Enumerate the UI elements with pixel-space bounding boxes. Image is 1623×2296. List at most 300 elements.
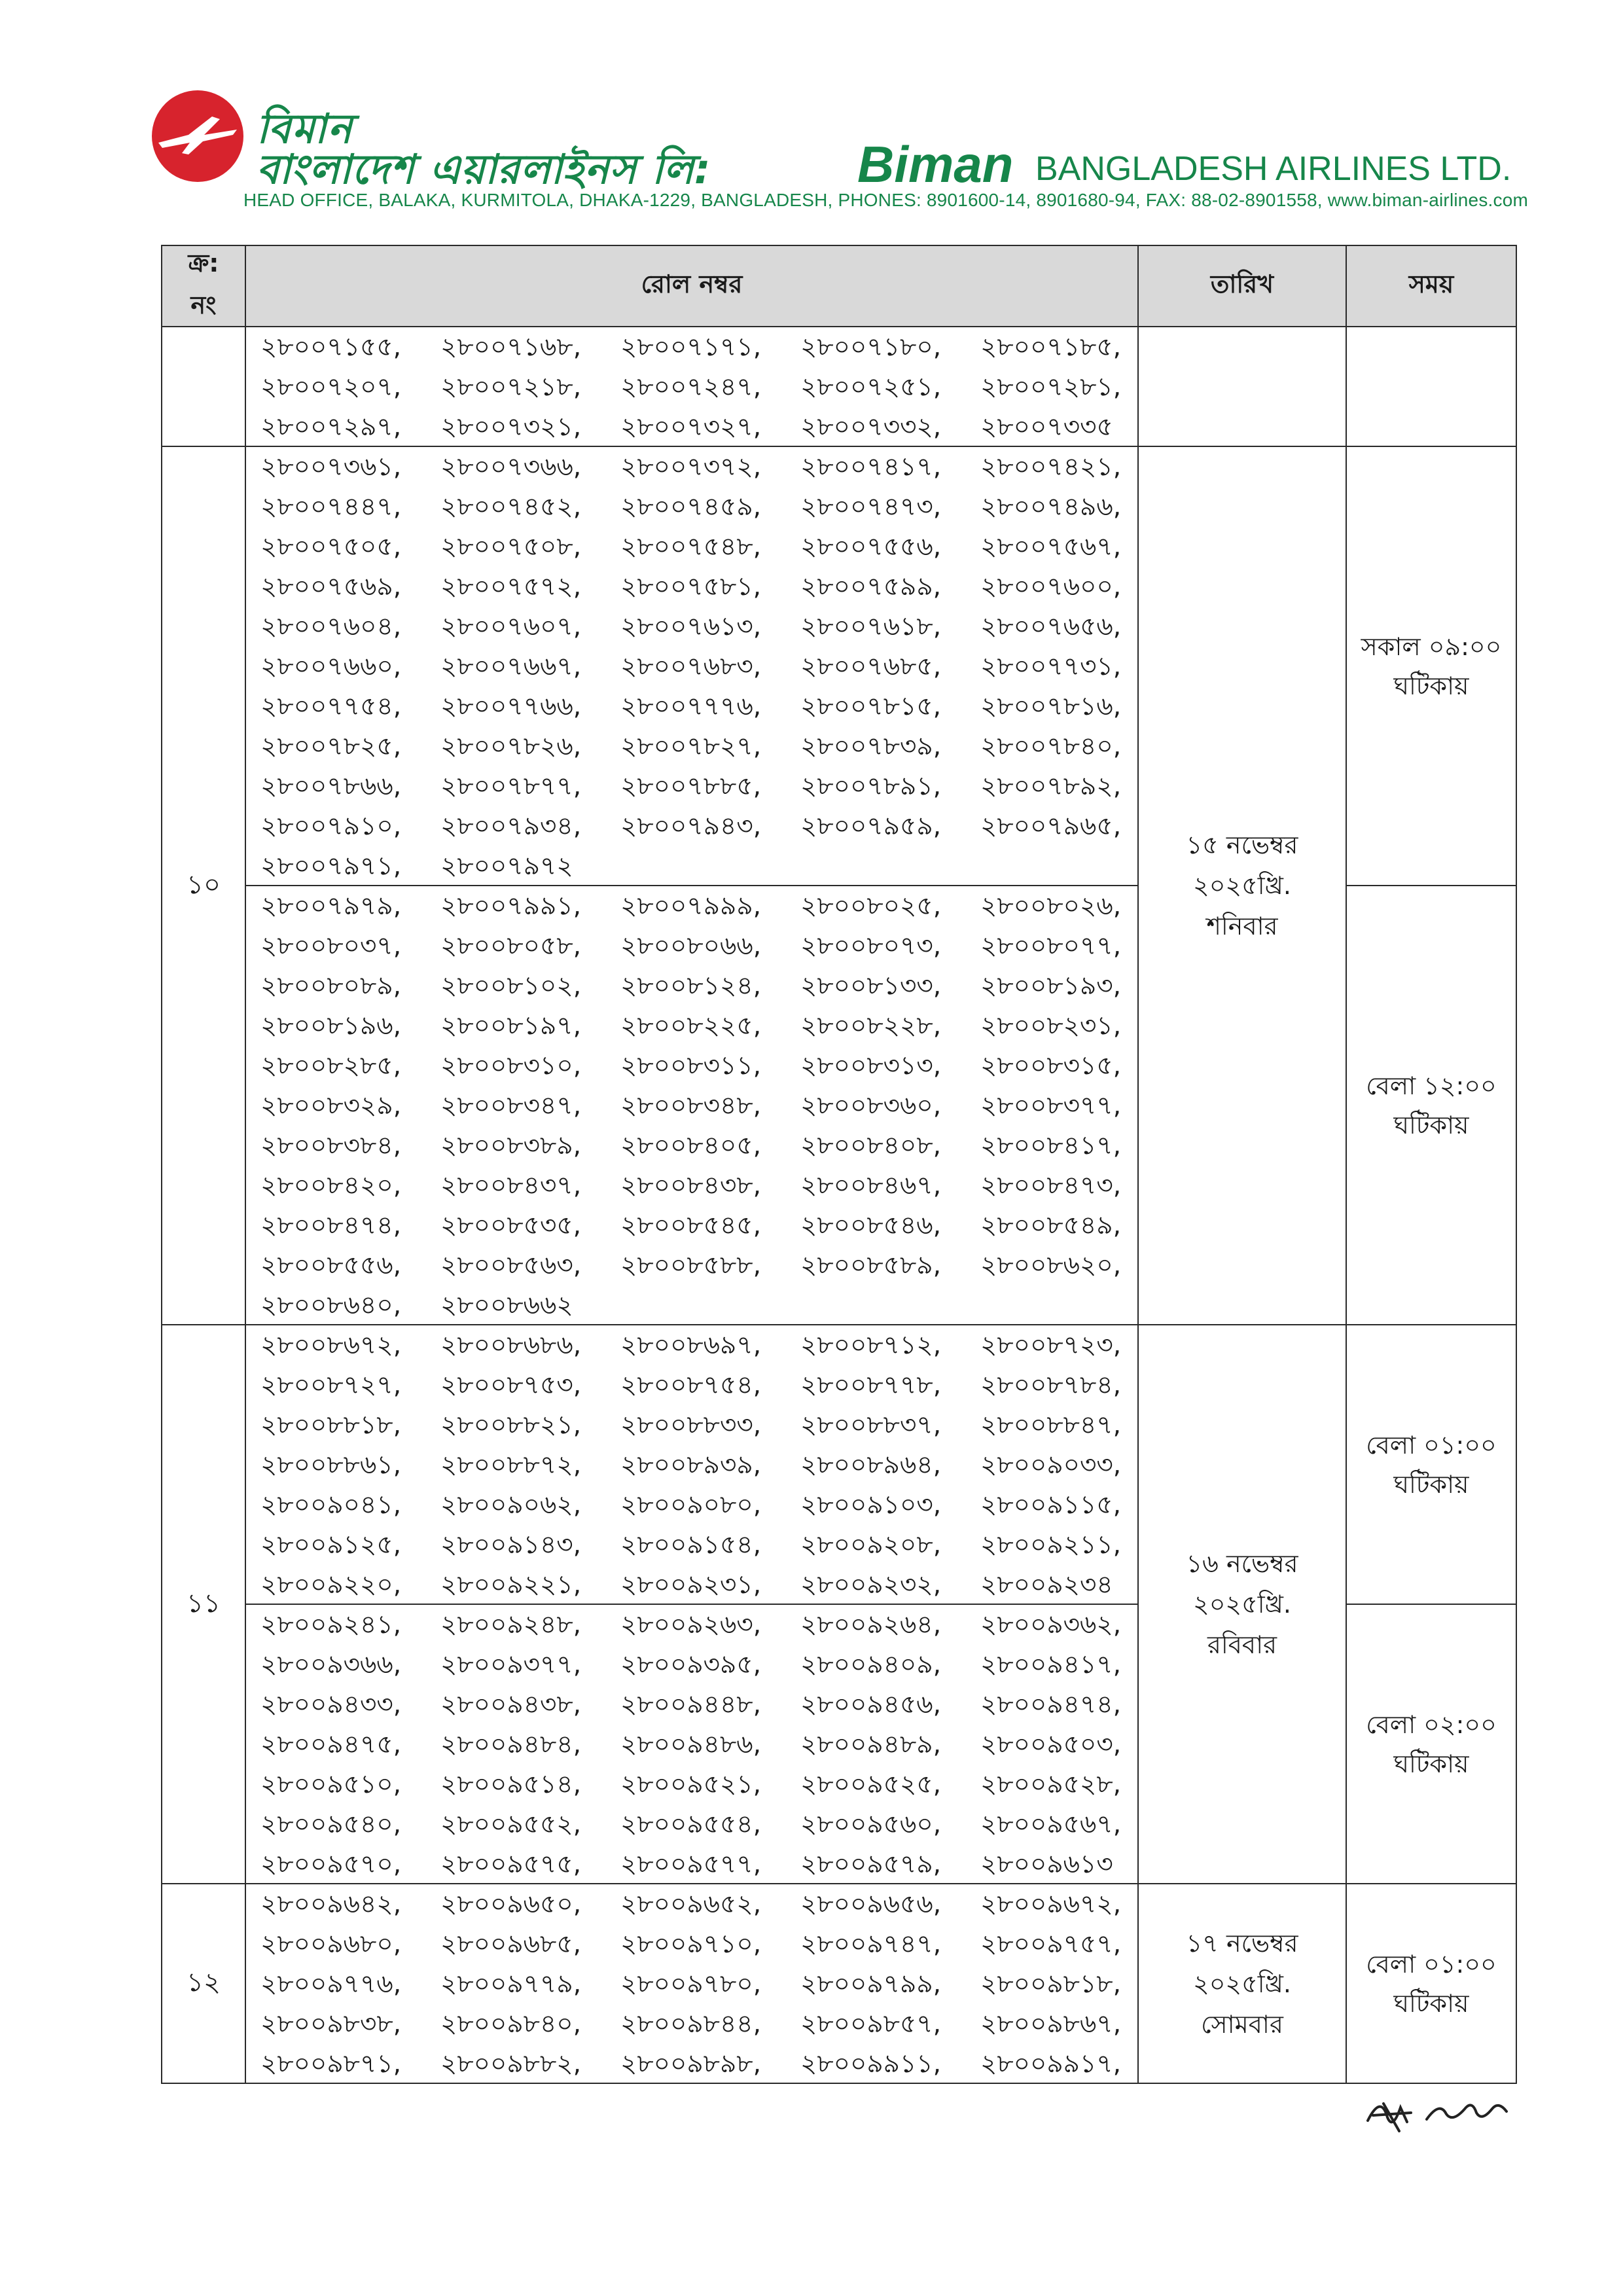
exam-time: [1346, 1604, 1517, 1884]
roll-number: ২৮০০৮৩৪৮,: [620, 1091, 762, 1121]
roll-number: ২৮০০৭৭৩১,: [980, 652, 1122, 681]
roll-number: ২৮০০৭১৮৫,: [980, 332, 1122, 362]
roll-number: ২৮০০৯৫২১,: [620, 1770, 762, 1799]
roll-number: ২৮০০৮৮৭২,: [440, 1450, 582, 1480]
roll-number: ২৮০০৯১৫৪,: [620, 1530, 762, 1560]
roll-number: ২৮০০৭১৮০,: [800, 332, 942, 362]
signature-icon: [1361, 2081, 1518, 2140]
roll-number: ২৮০০৮৮১৮,: [260, 1410, 402, 1440]
roll-number: ২৮০০৮১৯৭,: [440, 1011, 582, 1041]
roll-number: ২৮০০৯৫২৮,: [980, 1770, 1122, 1799]
roll-number: ২৮০০৭৬০৪,: [260, 612, 402, 641]
roll-number-row: [246, 1485, 1137, 1525]
roll-number-row: [246, 687, 1137, 726]
roll-number: ২৮০০৯৮৩৮,: [260, 2009, 402, 2039]
brand-name-bangla-line2: বাংলাদেশ এয়ারলাইনস লি:: [257, 145, 711, 193]
roll-number: ২৮০০৮৩৮৪,: [260, 1131, 402, 1160]
roll-number: ২৮০০৮৫৪৯,: [980, 1211, 1122, 1240]
roll-number: ২৮০০৯২২১,: [440, 1570, 582, 1600]
roll-number: ২৮০০৭৫৫৬,: [800, 532, 942, 562]
roll-number-row: [246, 1525, 1137, 1565]
roll-number: ২৮০০৭৪৪৭,: [260, 492, 402, 522]
roll-number: ২৮০০৮০৫৮,: [440, 931, 582, 961]
roll-number: ২৮০০৯৮৪৪,: [620, 2009, 762, 2039]
roll-number: ২৮০০৭৯৭১,: [260, 852, 402, 881]
roll-number: ২৮০০৮৪৭৩,: [980, 1171, 1122, 1200]
roll-number: ২৮০০৮৪০৫,: [620, 1131, 762, 1160]
roll-number: ২৮০০৭৯৯১,: [440, 891, 582, 921]
roll-number: ২৮০০৯৫৬৭,: [980, 1810, 1122, 1839]
roll-number: ২৮০০৮৫৮৯,: [800, 1251, 942, 1280]
roll-number: ২৮০০৮৫৪৫,: [620, 1211, 762, 1240]
roll-number: ২৮০০৭২৫১,: [800, 372, 942, 402]
roll-number-row: [246, 2004, 1137, 2044]
roll-number: ২৮০০৭৯৫৯,: [800, 812, 942, 841]
roll-number-row: [246, 1884, 1137, 1924]
exam-time: [1346, 1324, 1517, 1605]
header-date-label: তারিখ: [1210, 270, 1274, 298]
roll-number: ২৮০০৯১৪৩,: [440, 1530, 582, 1560]
roll-number-row: [246, 1126, 1137, 1166]
roll-number: ২৮০০৭৯৯৯,: [620, 891, 762, 921]
roll-number: ২৮০০৯৬৮৫,: [440, 1929, 582, 1959]
roll-number: ২৮০০৮৩৪৭,: [440, 1091, 582, 1121]
roll-number: ২৮০০৮০৭৭,: [980, 931, 1122, 961]
exam-time-text: বেলা ০১:০০ ঘটিকায়: [1366, 1949, 1497, 2018]
roll-number: ২৮০০৭৮৮৫,: [620, 772, 762, 801]
roll-number-row: [246, 407, 1137, 447]
roll-number-block: [245, 1324, 1139, 1605]
roll-number-row: [246, 1285, 1137, 1325]
header-date: [1137, 245, 1347, 327]
roll-number: ২৮০০৭৮২৬,: [440, 732, 582, 761]
roll-number: ২৮০০৯২৪৮,: [440, 1610, 582, 1640]
roll-number: ২৮০০৮০২৫,: [800, 891, 942, 921]
roll-number: ২৮০০৭৩২৭,: [620, 412, 762, 442]
roll-number: ২৮০০৭৬০০,: [980, 572, 1122, 601]
roll-number: ২৮০০৯৫৭৭,: [620, 1850, 762, 1879]
roll-number: ২৮০০৮৪০৮,: [800, 1131, 942, 1160]
roll-number: ২৮০০৭১৭১,: [620, 332, 762, 362]
roll-number-row: [246, 966, 1137, 1006]
roll-number: ২৮০০৭৯৪৩,: [620, 812, 762, 841]
roll-number: ২৮০০৮৪১৭,: [980, 1131, 1122, 1160]
roll-number: ২৮০০৮৩১১,: [620, 1051, 762, 1081]
roll-number: ২৮০০৯২৪১,: [260, 1610, 402, 1640]
roll-number: ২৮০০৭৫৬৯,: [260, 572, 402, 601]
roll-number-row: [246, 1804, 1137, 1844]
roll-number: ২৮০০৯৫০৩,: [980, 1730, 1122, 1759]
roll-number: ২৮০০৮৫৮৮,: [620, 1251, 762, 1280]
roll-number: ২৮০০৮৭১২,: [800, 1331, 942, 1360]
roll-number: ২৮০০৯৫১৪,: [440, 1770, 582, 1799]
roll-number: ২৮০০৭৪৭৩,: [800, 492, 942, 522]
roll-number: ২৮০০৯৪৫৬,: [800, 1690, 942, 1719]
roll-number-row: [246, 766, 1137, 806]
roll-number: ২৮০০৮৬৬২: [440, 1291, 573, 1320]
roll-number: ২৮০০৭৪৫৯,: [620, 492, 762, 522]
roll-number: ২৮০০৭৯১০,: [260, 812, 402, 841]
roll-number: ২৮০০৮৭৫৪,: [620, 1371, 762, 1400]
header-time: [1346, 245, 1517, 327]
roll-number-row: [246, 1924, 1137, 1964]
roll-number: ২৮০০৯৫২৫,: [800, 1770, 942, 1799]
exam-date: [1137, 446, 1347, 1325]
roll-number-row: [246, 1046, 1137, 1086]
roll-number: ২৮০০৭৫০৫,: [260, 532, 402, 562]
roll-number: ২৮০০৯৭৯৯,: [800, 1969, 942, 1999]
roll-number: ২৮০০৮৭৮৪,: [980, 1371, 1122, 1400]
roll-number-row: [246, 806, 1137, 846]
roll-number-block: [245, 885, 1139, 1325]
roll-number: ২৮০০৭৯৭৯,: [260, 891, 402, 921]
exam-time-text: সকাল ০৯:০০ ঘটিকায়: [1361, 632, 1502, 700]
roll-number: ২৮০০৭২৪৭,: [620, 372, 762, 402]
roll-number: ২৮০০৮৭৭৮,: [800, 1371, 942, 1400]
roll-number: ২৮০০৭৮২৫,: [260, 732, 402, 761]
roll-number: ২৮০০৯৩৯৫,: [620, 1650, 762, 1679]
roll-number: ২৮০০৯৫১০,: [260, 1770, 402, 1799]
roll-number: ২৮০০৯৩৬২,: [980, 1610, 1122, 1640]
header-serial: [161, 245, 246, 327]
roll-number: ২৮০০৮৩১০,: [440, 1051, 582, 1081]
roll-number: ২৮০০৮৫৩৫,: [440, 1211, 582, 1240]
roll-number: ২৮০০৮৯৬৪,: [800, 1450, 942, 1480]
roll-number: ২৮০০৯০৪১,: [260, 1490, 402, 1520]
roll-number-row: [246, 1645, 1137, 1685]
roll-number: ২৮০০৭৭৭৬,: [620, 692, 762, 721]
roll-number: ২৮০০৯২৩২,: [800, 1570, 942, 1600]
roll-number: ২৮০০৭৬০৭,: [440, 612, 582, 641]
roll-number: ২৮০০৯৭৪৭,: [800, 1929, 942, 1959]
roll-number: ২৮০০৯২৬৪,: [800, 1610, 942, 1640]
roll-number-row: [246, 367, 1137, 407]
serial-number: [161, 326, 246, 447]
roll-number: ২৮০০৯৪৩৮,: [440, 1690, 582, 1719]
roll-number: ২৮০০৭৮৪০,: [980, 732, 1122, 761]
exam-time-text: বেলা ০১:০০ ঘটিকায়: [1366, 1430, 1497, 1499]
roll-number-row: [246, 1405, 1137, 1445]
roll-number: ২৮০০৮২২৮,: [800, 1011, 942, 1041]
roll-number: ২৮০০৯৯১৭,: [980, 2049, 1122, 2079]
roll-number: ২৮০০৮৯৩৯,: [620, 1450, 762, 1480]
roll-number: ২৮০০৭৩৭২,: [620, 452, 762, 482]
roll-number: ২৮০০৮৬২০,: [980, 1251, 1122, 1280]
header-roll-label: রোল নম্বর: [641, 270, 743, 298]
serial-number-text: ১১: [187, 1588, 221, 1619]
roll-number: ২৮০০৭৪১৭,: [800, 452, 942, 482]
exam-date: [1137, 326, 1347, 447]
exam-date: [1137, 1883, 1347, 2084]
roll-number: ২৮০০৯৪৭৪,: [980, 1690, 1122, 1719]
roll-number: ২৮০০৭৫৬৭,: [980, 532, 1122, 562]
exam-date-text: ১৭ নভেম্বর ২০২৫খ্রি. সোমবার: [1186, 1928, 1298, 2039]
roll-number: ২৮০০৯৬৫২,: [620, 1890, 762, 1919]
roll-number-row: [246, 1565, 1137, 1605]
roll-number: ২৮০০৮০৬৬,: [620, 931, 762, 961]
header-roll: [245, 245, 1139, 327]
roll-number: ২৮০০৮৮৬১,: [260, 1450, 402, 1480]
roll-number-row: [246, 1844, 1137, 1884]
brand-name-english: Biman: [857, 135, 1014, 193]
roll-number: ২৮০০৯৮৯৮,: [620, 2049, 762, 2079]
roll-number: ২৮০০৭৫৭২,: [440, 572, 582, 601]
roll-number: ২৮০০৯৮১৮,: [980, 1969, 1122, 1999]
roll-number: ২৮০০৭১৫৫,: [260, 332, 402, 362]
roll-number: ২৮০০৭৮১৬,: [980, 692, 1122, 721]
roll-number: ২৮০০৯৫৫৪,: [620, 1810, 762, 1839]
roll-number: ২৮০০৯৬৪২,: [260, 1890, 402, 1919]
roll-number: ২৮০০৭৪৯৬,: [980, 492, 1122, 522]
roll-number: ২৮০০৭৮৯১,: [800, 772, 942, 801]
roll-number: ২৮০০৭৮৭৭,: [440, 772, 582, 801]
roll-number-row: [246, 1325, 1137, 1365]
roll-number: ২৮০০৯৬৮০,: [260, 1929, 402, 1959]
biman-logo-icon: [149, 89, 246, 183]
exam-time-text: বেলা ১২:০০ ঘটিকায়: [1366, 1071, 1497, 1139]
roll-number-row: [246, 1725, 1137, 1765]
roll-number: ২৮০০৯৮৭১,: [260, 2049, 402, 2079]
head-office-address: HEAD OFFICE, BALAKA, KURMITOLA, DHAKA-1229, BANGLADESH, PHONES: 8901600-14, 8901680-94, FAX: 88-02-8901558, www.biman-airlines.com: [243, 190, 1529, 210]
roll-number: ২৮০০৮১৩৩,: [800, 971, 942, 1001]
roll-number: ২৮০০৭২৮১,: [980, 372, 1122, 402]
roll-number: ২৮০০৮০৮৯,: [260, 971, 402, 1001]
roll-number: ২৮০০৮১৯৩,: [980, 971, 1122, 1001]
roll-number: ২৮০০৮৫৫৬,: [260, 1251, 402, 1280]
exam-time: [1346, 885, 1517, 1325]
roll-number: ২৮০০৭৩২১,: [440, 412, 582, 442]
brand-name-english-sub: BANGLADESH AIRLINES LTD.: [1035, 150, 1512, 188]
roll-number-row: [246, 647, 1137, 687]
serial-number: [161, 1324, 246, 1884]
roll-number: ২৮০০৯৪০৯,: [800, 1650, 942, 1679]
serial-number-text: ১০: [187, 869, 221, 900]
serial-number: [161, 1883, 246, 2084]
roll-number: ২৮০০৮৫৬৩,: [440, 1251, 582, 1280]
roll-number: ২৮০০৯৫৭৫,: [440, 1850, 582, 1879]
roll-number: ২৮০০৯৫৬০,: [800, 1810, 942, 1839]
roll-number: ২৮০০৯৭৫৭,: [980, 1929, 1122, 1959]
roll-number: ২৮০০৮৭২৭,: [260, 1371, 402, 1400]
exam-date: [1137, 1324, 1347, 1884]
roll-number: ২৮০০৮৭৫৩,: [440, 1371, 582, 1400]
roll-number: ২৮০০৯৫৪০,: [260, 1810, 402, 1839]
roll-number: ২৮০০৭৫৯৯,: [800, 572, 942, 601]
roll-number: ২৮০০৮৪২০,: [260, 1171, 402, 1200]
roll-number: ২৮০০৯৬৫৬,: [800, 1890, 942, 1919]
roll-number: ২৮০০৯২৬৩,: [620, 1610, 762, 1640]
roll-number-row: [246, 607, 1137, 647]
roll-number: ২৮০০৯৪৩৩,: [260, 1690, 402, 1719]
roll-number: ২৮০০৯২০৮,: [800, 1530, 942, 1560]
roll-number: ২৮০০৮৬৮৬,: [440, 1331, 582, 1360]
roll-number: ২৮০০৯৫৭৯,: [800, 1850, 942, 1879]
roll-number: ২৮০০৭৫৮১,: [620, 572, 762, 601]
roll-number: ২৮০০৭৮৯২,: [980, 772, 1122, 801]
exam-time-text: বেলা ০২:০০ ঘটিকায়: [1366, 1710, 1497, 1778]
roll-number: ২৮০০৯৮৫৭,: [800, 2009, 942, 2039]
roll-number: ২৮০০৮৪৭৪,: [260, 1211, 402, 1240]
roll-number-row: [246, 487, 1137, 527]
roll-number: ২৮০০৭৬৬০,: [260, 652, 402, 681]
roll-number-row: [246, 447, 1137, 487]
roll-number: ২৮০০৮০৭৩,: [800, 931, 942, 961]
roll-number: ২৮০০৮৩২৯,: [260, 1091, 402, 1121]
roll-number: ২৮০০৯১০৩,: [800, 1490, 942, 1520]
roll-number: ২৮০০৮৮২১,: [440, 1410, 582, 1440]
roll-number-block: [245, 1883, 1139, 2084]
exam-date-text: ১৫ নভেম্বর ২০২৫খ্রি. শনিবার: [1186, 831, 1298, 941]
roll-number: ২৮০০৯২৩৪: [980, 1570, 1113, 1600]
roll-number: ২৮০০৮৮৩৭,: [800, 1410, 942, 1440]
roll-number-row: [246, 1166, 1137, 1206]
roll-number-row: [246, 846, 1137, 886]
serial-number: [161, 446, 246, 1325]
roll-number-row: [246, 1605, 1137, 1645]
roll-number: ২৮০০৮২৮৫,: [260, 1051, 402, 1081]
roll-number: ২৮০০৮৭২৩,: [980, 1331, 1122, 1360]
roll-number: ২৮০০৭২০৭,: [260, 372, 402, 402]
roll-number-block: [245, 326, 1139, 447]
roll-number: ২৮০০৭৮১৫,: [800, 692, 942, 721]
roll-number-row: [246, 1765, 1137, 1804]
exam-date-text: ১৬ নভেম্বর ২০২৫খ্রি. রবিবার: [1186, 1549, 1298, 1659]
roll-number: ২৮০০৮০৩৭,: [260, 931, 402, 961]
roll-number: ২৮০০৭১৬৮,: [440, 332, 582, 362]
roll-number: ২৮০০৭৩৩২,: [800, 412, 942, 442]
roll-number: ২৮০০৯৫৭০,: [260, 1850, 402, 1879]
roll-number: ২৮০০৭৬১৮,: [800, 612, 942, 641]
serial-number-text: ১২: [187, 1967, 221, 1998]
brand-name-bangla-line1: বিমান: [257, 105, 353, 152]
roll-number: ২৮০০৭৬৬৭,: [440, 652, 582, 681]
roll-number: ২৮০০৭৪২১,: [980, 452, 1122, 482]
roll-number: ২৮০০৭৫০৮,: [440, 532, 582, 562]
roll-number-row: [246, 2044, 1137, 2084]
roll-number: ২৮০০৯৭১০,: [620, 1929, 762, 1959]
roll-number-row: [246, 1964, 1137, 2004]
roll-number: ২৮০০৯৩৬৬,: [260, 1650, 402, 1679]
roll-number: ২৮০০৭৬১৩,: [620, 612, 762, 641]
roll-number: ২৮০০৯১১৫,: [980, 1490, 1122, 1520]
roll-number: ২৮০০৯১২৫,: [260, 1530, 402, 1560]
roll-number: ২৮০০৮৬৭২,: [260, 1331, 402, 1360]
roll-number: ২৮০০৮১২৪,: [620, 971, 762, 1001]
roll-number: ২৮০০৭৮৬৬,: [260, 772, 402, 801]
roll-number-block: [245, 1604, 1139, 1884]
roll-number: ২৮০০৯৪৮৪,: [440, 1730, 582, 1759]
roll-number: ২৮০০৯৫৫২,: [440, 1810, 582, 1839]
roll-number: ২৮০০৭৮৩৯,: [800, 732, 942, 761]
roll-number: ২৮০০৭৬৮৩,: [620, 652, 762, 681]
roll-number-row: [246, 886, 1137, 926]
roll-number: ২৮০০৭৭৫৪,: [260, 692, 402, 721]
roll-number: ২৮০০৭৩৬৬,: [440, 452, 582, 482]
roll-number: ২৮০০৭৮২৭,: [620, 732, 762, 761]
roll-number: ২৮০০৭৩৩৫: [980, 412, 1113, 442]
roll-number-block: [245, 446, 1139, 886]
roll-number: ২৮০০৮৩৮৯,: [440, 1131, 582, 1160]
roll-number-row: [246, 327, 1137, 367]
roll-number-row: [246, 1685, 1137, 1725]
roll-number: ২৮০০৮৮৪৭,: [980, 1410, 1122, 1440]
roll-number: ২৮০০৮৮৩৩,: [620, 1410, 762, 1440]
letterhead: [0, 0, 1623, 223]
roll-number-row: [246, 726, 1137, 766]
roll-number: ২৮০০৯০৮০,: [620, 1490, 762, 1520]
roll-number: ২৮০০৮৩১৫,: [980, 1051, 1122, 1081]
roll-number: ২৮০০৮১৯৬,: [260, 1011, 402, 1041]
roll-number-row: [246, 1246, 1137, 1285]
roll-number: ২৮০০৮৩১৩,: [800, 1051, 942, 1081]
roll-number: ২৮০০৭৭৬৬,: [440, 692, 582, 721]
roll-number: ২৮০০৭২৯৭,: [260, 412, 402, 442]
roll-number: ২৮০০৯৭৮০,: [620, 1969, 762, 1999]
roll-number: ২৮০০৯৩৭৭,: [440, 1650, 582, 1679]
roll-number-row: [246, 1006, 1137, 1046]
roll-number: ২৮০০৭৯৬৫,: [980, 812, 1122, 841]
roll-number-row: [246, 1365, 1137, 1405]
roll-number: ২৮০০৭৩৬১,: [260, 452, 402, 482]
roll-number: ২৮০০৯৬৫০,: [440, 1890, 582, 1919]
roll-number: ২৮০০৯৪৮৬,: [620, 1730, 762, 1759]
roll-number: ২৮০০৯৮৪০,: [440, 2009, 582, 2039]
exam-time: [1346, 326, 1517, 447]
roll-number-row: [246, 1086, 1137, 1126]
roll-number-row: [246, 1206, 1137, 1246]
roll-number-row: [246, 527, 1137, 567]
roll-number-row: [246, 926, 1137, 966]
header-time-label: সময়: [1408, 270, 1454, 298]
roll-number: ২৮০০৯৮৬৭,: [980, 2009, 1122, 2039]
roll-number: ২৮০০৯২১১,: [980, 1530, 1122, 1560]
roll-number: ২৮০০৮৩৭৭,: [980, 1091, 1122, 1121]
roll-number: ২৮০০৮৬৯৭,: [620, 1331, 762, 1360]
roll-number: ২৮০০৮৪৩৭,: [440, 1171, 582, 1200]
roll-number: ২৮০০৭৬৫৬,: [980, 612, 1122, 641]
header-serial-label: ক্র: নং: [188, 249, 219, 319]
roll-number: ২৮০০৮১০২,: [440, 971, 582, 1001]
roll-number: ২৮০০৮২৩১,: [980, 1011, 1122, 1041]
roll-number: ২৮০০৭৯৭২: [440, 852, 573, 881]
roll-number: ২৮০০৯২৩১,: [620, 1570, 762, 1600]
roll-number: ২৮০০৭৪৫২,: [440, 492, 582, 522]
roll-number: ২৮০০৮৫৪৬,: [800, 1211, 942, 1240]
roll-number: ২৮০০৯৪৮৯,: [800, 1730, 942, 1759]
roll-number: ২৮০০৯৭৭৯,: [440, 1969, 582, 1999]
exam-time: [1346, 446, 1517, 886]
roll-number: ২৮০০৭২১৮,: [440, 372, 582, 402]
roll-number: ২৮০০৮৪৬৭,: [800, 1171, 942, 1200]
roll-number: ২৮০০৯৪৪৮,: [620, 1690, 762, 1719]
roll-number-row: [246, 567, 1137, 607]
roll-number: ২৮০০৮২২৫,: [620, 1011, 762, 1041]
roll-number: ২৮০০৮৬৪০,: [260, 1291, 402, 1320]
roll-number: ২৮০০৯৯১১,: [800, 2049, 942, 2079]
roll-number: ২৮০০৯৭৭৬,: [260, 1969, 402, 1999]
roll-number: ২৮০০৯৪১৭,: [980, 1650, 1122, 1679]
roll-number-row: [246, 1445, 1137, 1485]
roll-number: ২৮০০৯২২০,: [260, 1570, 402, 1600]
roll-number: ২৮০০৭৬৮৫,: [800, 652, 942, 681]
roll-number: ২৮০০৯৮৮২,: [440, 2049, 582, 2079]
roll-number: ২৮০০৯৬৭২,: [980, 1890, 1122, 1919]
roll-number: ২৮০০৮০২৬,: [980, 891, 1122, 921]
roll-number: ২৮০০৯৪৭৫,: [260, 1730, 402, 1759]
roll-number: ২৮০০৭৯৩৪,: [440, 812, 582, 841]
roll-number: ২৮০০৯০৩৩,: [980, 1450, 1122, 1480]
roll-number: ২৮০০৮৪৩৮,: [620, 1171, 762, 1200]
